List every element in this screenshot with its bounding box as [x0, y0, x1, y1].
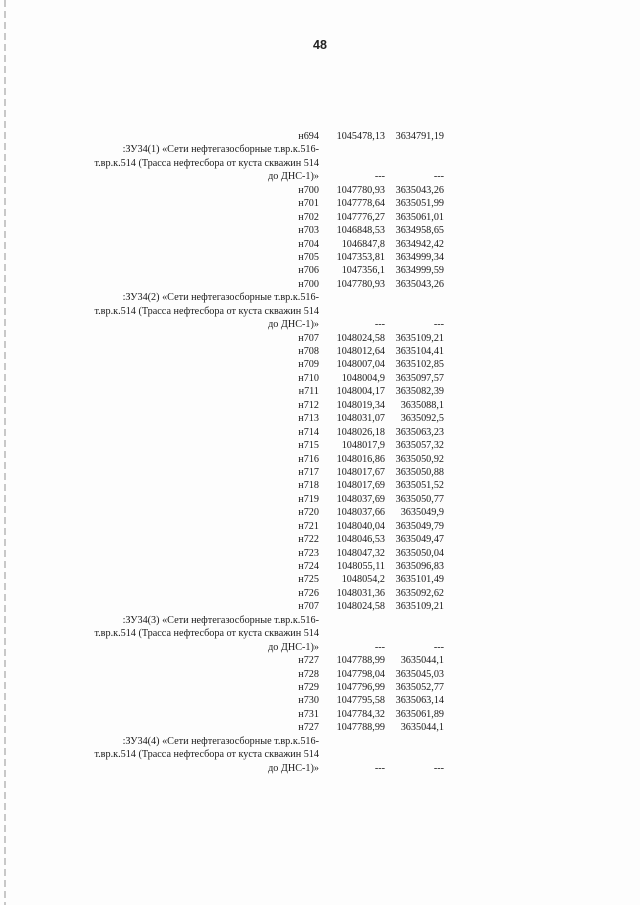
y-coordinate: 3635063,23	[395, 426, 444, 438]
x-coordinate: 1048054,2	[341, 574, 385, 586]
y-coordinate-empty: ---	[433, 319, 444, 331]
parcel-section-header	[0, 614, 640, 654]
point-name: н716	[298, 453, 319, 465]
x-coordinate: 1048031,36	[336, 587, 385, 599]
coordinate-row	[0, 251, 640, 264]
coordinate-row	[0, 453, 640, 466]
x-coordinate-empty: ---	[374, 319, 385, 331]
point-name: н728	[298, 668, 319, 680]
x-coordinate: 1048017,67	[336, 466, 385, 478]
point-name: н729	[298, 681, 319, 693]
y-coordinate: 3635050,92	[395, 453, 444, 465]
x-coordinate: 1047776,27	[336, 211, 385, 223]
parcel-description: т.вр.к.514 (Трасса нефтесбора от куста скважин 514	[94, 749, 319, 761]
x-coordinate: 1048019,34	[336, 399, 385, 411]
y-coordinate: 3635057,32	[395, 440, 444, 452]
coordinate-row	[0, 668, 640, 681]
parcel-description: т.вр.к.514 (Трасса нефтесбора от куста скважин 514	[94, 157, 319, 169]
parcel-description: :ЗУ34(1) «Сети нефтегазосборные т.вр.к.516-	[122, 144, 319, 156]
coordinate-row	[0, 211, 640, 224]
y-coordinate-empty: ---	[433, 762, 444, 774]
coordinate-row	[0, 426, 640, 439]
x-coordinate: 1047798,04	[336, 668, 385, 680]
point-name: н725	[298, 574, 319, 586]
y-coordinate: 3635043,26	[395, 278, 444, 290]
y-coordinate: 3635104,41	[395, 346, 444, 357]
coordinate-row	[0, 600, 640, 613]
y-coordinate: 3634942,42	[395, 238, 444, 250]
y-coordinate: 3635101,49	[395, 574, 444, 586]
y-coordinate: 3634791,19	[395, 131, 444, 142]
parcel-section-header	[0, 143, 640, 183]
y-coordinate: 3635049,79	[395, 520, 444, 532]
coordinate-row	[0, 332, 640, 345]
point-name: н704	[298, 238, 319, 250]
x-coordinate: 1046848,53	[336, 225, 385, 237]
parcel-header-line	[0, 748, 640, 761]
parcel-description: до ДНС-1)»	[268, 319, 319, 331]
point-name: н702	[298, 211, 319, 223]
y-coordinate: 3635051,99	[395, 198, 444, 210]
parcel-description: :ЗУ34(4) «Сети нефтегазосборные т.вр.к.516-	[122, 735, 319, 747]
x-coordinate: 1048037,69	[336, 493, 385, 505]
parcel-header-line	[0, 305, 640, 318]
point-name: н731	[298, 708, 319, 720]
parcel-header-line	[0, 291, 640, 304]
y-coordinate: 3635096,83	[395, 561, 444, 572]
parcel-description: :ЗУ34(2) «Сети нефтегазосборные т.вр.к.516-	[122, 292, 319, 304]
y-coordinate: 3634999,59	[395, 265, 444, 277]
coordinate-row	[0, 493, 640, 506]
coordinate-row	[0, 278, 640, 291]
coordinate-row	[0, 694, 640, 707]
point-name: н730	[298, 695, 319, 707]
x-coordinate: 1048040,04	[336, 520, 385, 532]
x-coordinate: 1047795,58	[336, 695, 385, 707]
point-name: н700	[298, 278, 319, 290]
coordinate-row	[0, 345, 640, 358]
parcel-description: до ДНС-1)»	[268, 762, 319, 774]
point-name: н727	[298, 722, 319, 734]
x-coordinate: 1048017,69	[336, 480, 385, 492]
point-name: н715	[298, 440, 319, 452]
x-coordinate: 1048026,18	[336, 426, 385, 438]
point-name: н724	[298, 561, 319, 572]
x-coordinate: 1048016,86	[336, 453, 385, 465]
x-coordinate: 1047788,99	[336, 722, 385, 734]
x-coordinate: 1048046,53	[336, 534, 385, 546]
x-coordinate: 1048024,58	[336, 332, 385, 344]
coordinate-row	[0, 466, 640, 479]
parcel-description: т.вр.к.514 (Трасса нефтесбора от куста скважин 514	[94, 305, 319, 317]
coordinate-row	[0, 264, 640, 277]
y-coordinate: 3635052,77	[395, 681, 444, 693]
point-name: н701	[298, 198, 319, 210]
coordinate-row	[0, 506, 640, 519]
parcel-header-line	[0, 318, 640, 331]
coordinate-row	[0, 479, 640, 492]
y-coordinate: 3635109,21	[395, 601, 444, 613]
coordinate-row	[0, 547, 640, 560]
point-name: н711	[298, 386, 319, 398]
y-coordinate: 3634999,34	[395, 251, 444, 263]
coordinate-row	[0, 412, 640, 425]
x-coordinate: 1048037,66	[336, 507, 385, 519]
x-coordinate: 1048004,17	[336, 386, 385, 398]
parcel-section-header	[0, 291, 640, 331]
x-coordinate: 1048017,9	[341, 440, 385, 452]
point-name: н706	[298, 265, 319, 277]
point-name: н727	[298, 655, 319, 667]
x-coordinate: 1048047,32	[336, 547, 385, 559]
x-coordinate: 1047788,99	[336, 655, 385, 667]
coordinate-row	[0, 708, 640, 721]
point-name: н722	[298, 534, 319, 546]
coordinate-row	[0, 520, 640, 533]
y-coordinate: 3635088,1	[400, 399, 444, 411]
y-coordinate-empty: ---	[433, 171, 444, 183]
x-coordinate: 1047780,93	[336, 278, 385, 290]
x-coordinate: 1048031,07	[336, 413, 385, 425]
coordinate-row	[0, 130, 640, 143]
x-coordinate-empty: ---	[374, 762, 385, 774]
x-coordinate: 1046847,8	[341, 238, 385, 250]
y-coordinate: 3635102,85	[395, 359, 444, 371]
parcel-header-line	[0, 157, 640, 170]
parcel-header-line	[0, 614, 640, 627]
point-name: н720	[298, 507, 319, 519]
y-coordinate: 3635049,47	[395, 534, 444, 546]
x-coordinate: 1047796,99	[336, 681, 385, 693]
parcel-description: т.вр.к.514 (Трасса нефтесбора от куста скважин 514	[94, 628, 319, 640]
point-name: н694	[298, 131, 319, 142]
x-coordinate: 1048012,64	[336, 346, 385, 357]
point-name: н719	[298, 493, 319, 505]
coordinate-row	[0, 654, 640, 667]
parcel-section-header	[0, 735, 640, 775]
point-name: н721	[298, 520, 319, 532]
coordinate-row	[0, 372, 640, 385]
parcel-header-line	[0, 762, 640, 775]
x-coordinate: 1047780,93	[336, 184, 385, 196]
coordinate-row	[0, 399, 640, 412]
x-coordinate: 1048004,9	[341, 372, 385, 384]
coordinate-row	[0, 385, 640, 398]
coordinate-row	[0, 358, 640, 371]
coordinate-row	[0, 184, 640, 197]
y-coordinate: 3635061,89	[395, 708, 444, 720]
x-coordinate: 1047784,32	[336, 708, 385, 720]
point-name: н726	[298, 587, 319, 599]
y-coordinate: 3635063,14	[395, 695, 444, 707]
y-coordinate: 3635109,21	[395, 332, 444, 344]
page-number: 48	[313, 38, 327, 52]
y-coordinate: 3635044,1	[400, 722, 444, 734]
point-name: н707	[298, 332, 319, 344]
y-coordinate: 3635092,5	[400, 413, 444, 425]
y-coordinate: 3635082,39	[395, 386, 444, 398]
coordinate-row	[0, 573, 640, 586]
coordinate-row	[0, 721, 640, 734]
point-name: н714	[298, 426, 319, 438]
x-coordinate: 1047356,1	[341, 265, 385, 277]
x-coordinate: 1048007,04	[336, 359, 385, 371]
y-coordinate: 3635044,1	[400, 655, 444, 667]
point-name: н712	[298, 399, 319, 411]
y-coordinate: 3635050,04	[395, 547, 444, 559]
point-name: н703	[298, 225, 319, 237]
x-coordinate: 1047353,81	[336, 251, 385, 263]
point-name: н718	[298, 480, 319, 492]
parcel-header-line	[0, 170, 640, 183]
point-name: н700	[298, 184, 319, 196]
x-coordinate-empty: ---	[374, 171, 385, 183]
y-coordinate: 3634958,65	[395, 225, 444, 237]
point-name: н713	[298, 413, 319, 425]
coordinate-row	[0, 224, 640, 237]
x-coordinate: 1045478,13	[336, 131, 385, 142]
x-coordinate: 1048024,58	[336, 601, 385, 613]
coordinate-row	[0, 439, 640, 452]
parcel-header-line	[0, 143, 640, 156]
y-coordinate: 3635092,62	[395, 587, 444, 599]
y-coordinate: 3635045,03	[395, 668, 444, 680]
y-coordinate: 3635049,9	[400, 507, 444, 519]
y-coordinate: 3635051,52	[395, 480, 444, 492]
point-name: н708	[298, 346, 319, 357]
point-name: н707	[298, 601, 319, 613]
coordinate-row	[0, 560, 640, 573]
y-coordinate: 3635050,77	[395, 493, 444, 505]
parcel-description: :ЗУ34(3) «Сети нефтегазосборные т.вр.к.516-	[122, 614, 319, 626]
point-name: н710	[298, 372, 319, 384]
coordinate-row	[0, 587, 640, 600]
y-coordinate: 3635050,88	[395, 466, 444, 478]
point-name: н723	[298, 547, 319, 559]
coordinate-row	[0, 681, 640, 694]
x-coordinate: 1048055,11	[336, 561, 385, 572]
point-name: н709	[298, 359, 319, 371]
x-coordinate-empty: ---	[374, 641, 385, 653]
coordinate-row	[0, 238, 640, 251]
y-coordinate-empty: ---	[433, 641, 444, 653]
x-coordinate: 1047778,64	[336, 198, 385, 210]
y-coordinate: 3635061,01	[395, 211, 444, 223]
coordinate-row	[0, 197, 640, 210]
point-name: н705	[298, 251, 319, 263]
parcel-header-line	[0, 735, 640, 748]
y-coordinate: 3635097,57	[395, 372, 444, 384]
parcel-description: до ДНС-1)»	[268, 641, 319, 653]
point-name: н717	[298, 466, 319, 478]
y-coordinate: 3635043,26	[395, 184, 444, 196]
parcel-header-line	[0, 627, 640, 640]
coordinate-row	[0, 533, 640, 546]
coordinates-list	[0, 130, 640, 775]
parcel-header-line	[0, 641, 640, 654]
parcel-description: до ДНС-1)»	[268, 171, 319, 183]
